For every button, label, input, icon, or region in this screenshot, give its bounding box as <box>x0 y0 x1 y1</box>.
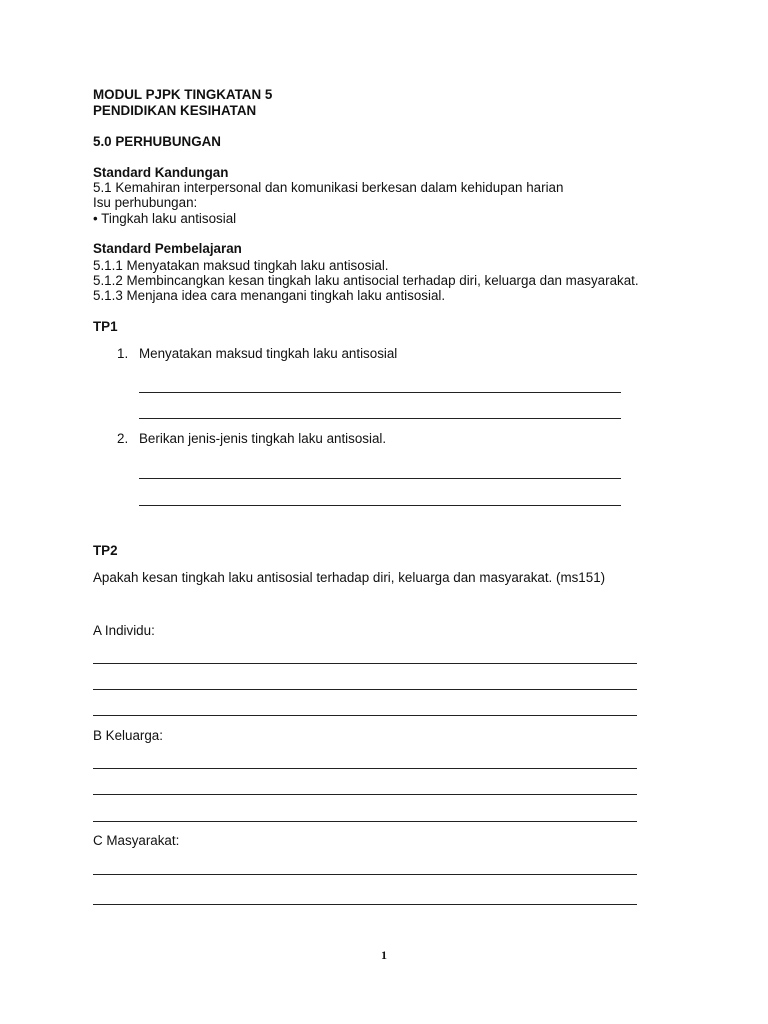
answer-line[interactable] <box>93 663 637 664</box>
answer-line[interactable] <box>93 874 637 875</box>
page-number: 1 <box>381 948 387 962</box>
tp2-heading: TP2 <box>93 543 118 558</box>
tp2-question: Apakah kesan tingkah laku antisosial terhadap diri, keluarga dan masyarakat. (ms151) <box>93 570 606 585</box>
section-label-individu: A Individu: <box>93 623 155 638</box>
issue-bullet: • Tingkah laku antisosial <box>93 211 237 226</box>
learning-standard-item: 5.1.1 Menyatakan maksud tingkah laku antisosial. <box>93 258 389 273</box>
question-text: Menyatakan maksud tingkah laku antisosial <box>139 346 398 361</box>
tp1-heading: TP1 <box>93 319 118 334</box>
answer-line[interactable] <box>93 821 637 822</box>
answer-line[interactable] <box>93 689 637 690</box>
section-title: 5.0 PERHUBUNGAN <box>93 134 221 149</box>
standard-kandungan-item: 5.1 Kemahiran interpersonal dan komunikasi berkesan dalam kehidupan harian <box>93 180 564 195</box>
answer-line[interactable] <box>93 794 637 795</box>
answer-line[interactable] <box>93 768 637 769</box>
question-number: 1. <box>117 346 129 361</box>
answer-line[interactable] <box>93 904 637 905</box>
section-label-masyarakat: C Masyarakat: <box>93 833 180 848</box>
learning-standard-item: 5.1.3 Menjana idea cara menangani tingkah laku antisosial. <box>93 288 446 303</box>
question-text: Berikan jenis-jenis tingkah laku antisosial. <box>139 431 387 446</box>
issue-label: Isu perhubungan: <box>93 195 198 210</box>
answer-line[interactable] <box>139 478 621 479</box>
standard-kandungan-heading: Standard Kandungan <box>93 165 229 180</box>
subject-title: PENDIDIKAN KESIHATAN <box>93 103 257 118</box>
section-label-keluarga: B Keluarga: <box>93 728 163 743</box>
module-title: MODUL PJPK TINGKATAN 5 <box>93 87 273 102</box>
question-number: 2. <box>117 431 129 446</box>
answer-line[interactable] <box>139 392 621 393</box>
answer-line[interactable] <box>139 505 621 506</box>
answer-line[interactable] <box>93 715 637 716</box>
answer-line[interactable] <box>139 418 621 419</box>
learning-standard-item: 5.1.2 Membincangkan kesan tingkah laku antisocial terhadap diri, keluarga dan masyarakat. <box>93 273 639 288</box>
standard-pembelajaran-heading: Standard Pembelajaran <box>93 241 242 256</box>
